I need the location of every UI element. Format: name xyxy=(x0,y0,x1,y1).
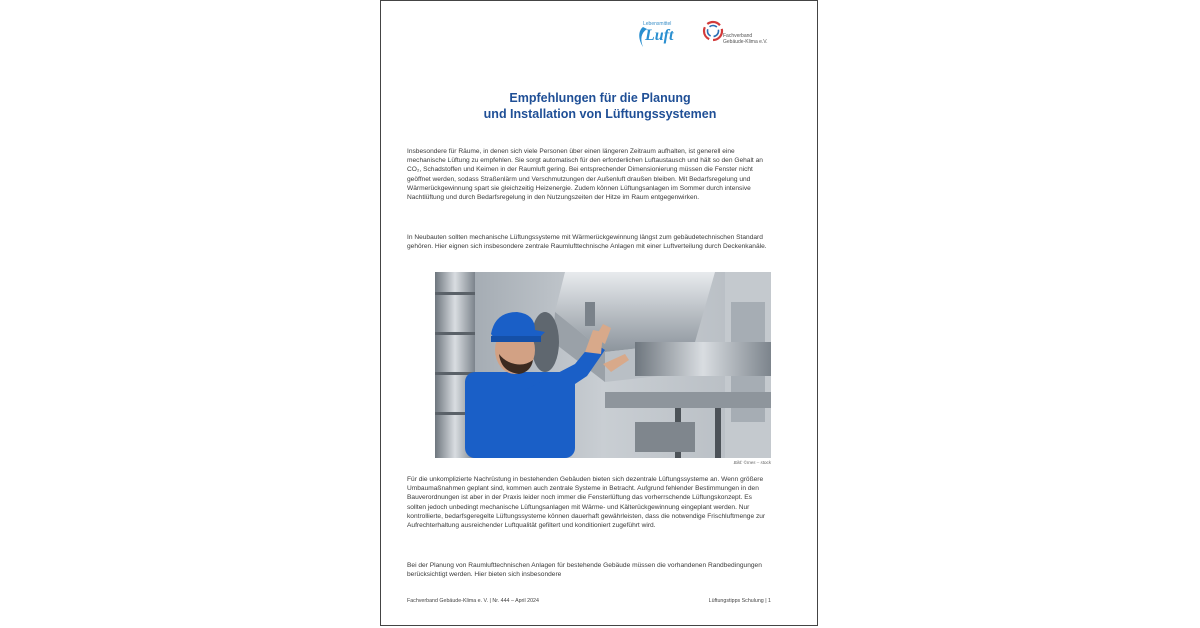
page-title: Empfehlungen für die Planung und Installation von Lüftungssystemen xyxy=(483,91,717,121)
fachverband-logo-text: Fachverband Gebäude-Klima e.V. xyxy=(723,33,768,45)
paragraph-2: In Neubauten sollten mechanische Lüftungssysteme mit Wärmerückgewinnung längst zum gebäudetechnischen Standard gehören. Hier eignen sich insbesondere zentrale Raumlufttechnische Anlagen mit einer Luftverteilung durch Deckenkanäle. xyxy=(407,234,767,251)
fgk-ring-icon xyxy=(701,19,725,43)
footer-left: Fachverband Gebäude-Klima e. V. | Nr. 444 – April 2024 xyxy=(407,598,539,604)
document-page xyxy=(380,0,818,626)
lebensmittel-luft-logo xyxy=(637,21,681,51)
luft-logo-small-text: Lebensmittel xyxy=(643,21,672,27)
paragraph-1: Insbesondere für Räume, in denen sich viele Personen über einen längeren Zeitraum aufhalten, ist generell eine mechanische Lüftung zu empfehlen. Sie sorgt automatisch für den erforderlichen Luftaustausch und hält so den Gehalt an CO₂, Schadstoffen und Keimen in der Raumluft gering. Bei entsprechender Dimensionierung müssen die Fenster nicht geöffnet werden, sodass Straßenlärm und Verschmutzungen der Außenluft draußen bleiben. Mit Bedarfsregelung und Wärmerückgewinnung spart sie gleichzeitig Heizenergie. Zudem können Lüftungsanlagen im Sommer durch intensive Nachtlüftung und durch Bedarfsregelung in den Nutzungszeiten der Hitze im Raum entgegenwirken. xyxy=(407,148,763,202)
luft-logo-text: Luft xyxy=(645,27,674,44)
footer-right: Lüftungstipps Schulung | 1 xyxy=(708,598,771,604)
fachverband-logo xyxy=(701,19,791,51)
paragraph-3: Für die unkomplizierte Nachrüstung in bestehenden Gebäuden bieten sich dezentrale Lüftungssysteme an. Wenn größere Umbaumaßnahmen geplant sind, kommen auch zentrale Systeme in Betracht. Aufgrund fehlender Bestimmungen in den Bauverordnungen ist aber in der Praxis leider noch immer die Fensterlüftung das vorherrschende Lüftungskonzept. Es sollten jedoch unbedingt mechanische Lüftungsanlagen mit Wärme- und Kälterückgewinnung eingeplant werden. Nur kontrollierte, bedarfsgeregelte Lüftungssysteme können dauerhaft gewährleisten, dass die notwendige Frischluftmenge zur Aufrechterhaltung ausreichender Luftqualität gefiltert und konditioniert zugeführt wird. xyxy=(407,476,766,530)
technician-ventilation-photo xyxy=(435,272,771,458)
paragraph-4: Bei der Planung von Raumlufttechnischen Anlagen für bestehende Gebäude müssen die vorhandenen Randbedingungen berücksichtigt werden. Hier bieten sich insbesondere xyxy=(407,562,762,579)
photo-credit: Bild: ©Ines – stock xyxy=(733,460,771,465)
